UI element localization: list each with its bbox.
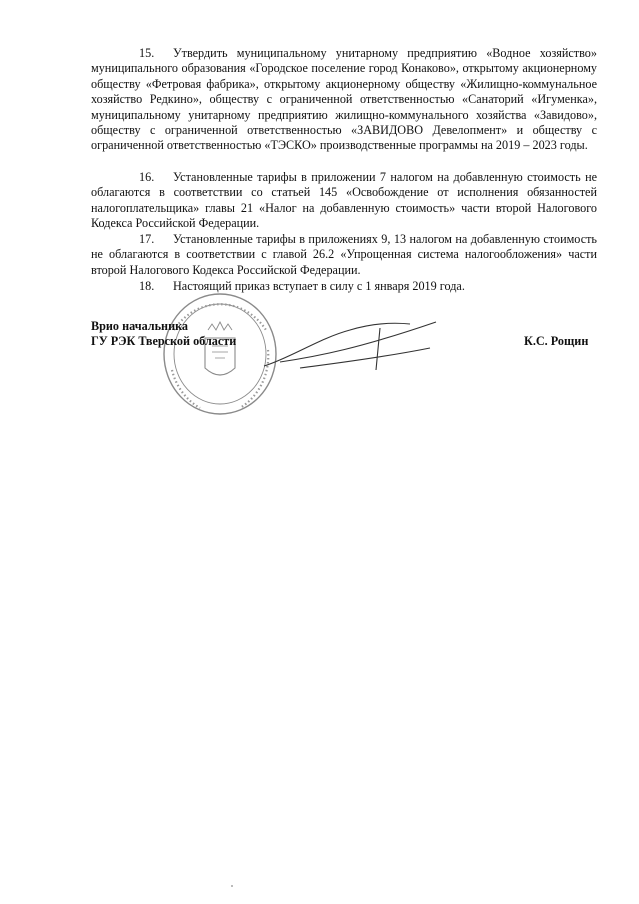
signatory-position <box>91 319 236 350</box>
position-line-1: Врио начальника <box>91 319 189 333</box>
paragraph-number: 16. <box>139 170 155 184</box>
paragraph-text: Настоящий приказ вступает в силу с 1 января 2019 года. <box>173 279 465 293</box>
paragraph-number: 17. <box>139 232 155 246</box>
paragraph-16 <box>91 170 597 232</box>
handwritten-signature-icon <box>260 318 440 378</box>
paragraph-17 <box>91 232 597 278</box>
signatory-name: К.С. Рощин <box>524 334 589 348</box>
paragraph-15 <box>91 46 597 154</box>
position-line-2: ГУ РЭК Тверской области <box>91 334 237 349</box>
paragraph-text: Установленные тарифы в приложениях 9, 13 налогом на добавленную стоимость не облагаются в соответствии с главой 26.2 «Упрощенная система налогообложения» части второй Налогового Кодекса Российской Федерации. <box>91 232 597 277</box>
scan-speck <box>231 885 233 887</box>
paragraph-text: Установленные тарифы в приложении 7 налогом на добавленную стоимость не облагаются в соответствии со статьей 145 «Освобождение от исполнения обязанностей налогоплательщика» главы 21 «Налог на добавленную стоимость» части второй Налогового Кодекса Российской Федерации. <box>91 170 597 231</box>
paragraph-text: Утвердить муниципальному унитарному предприятию «Водное хозяйство» муниципального образования «Городское поселение город Конаково», открытому акционерному обществу «Фетровая фабрика», открытому акционерному обществу «Жилищно-коммунальное хозяйство Редкино», обществу с ограниченной ответственностью «Санаторий «Игуменка», муниципальному унитарному предприятию жилищно-коммунального хозяйства «Завидово», обществу с ограниченной ответственностью «ЗАВИДОВО Девелопмент» и обществу с ограниченной ответственностью «ТЭСКО» производственные программы на 2019 – 2023 годы. <box>91 46 597 153</box>
paragraph-number: 18. <box>139 279 155 293</box>
paragraph-number: 15. <box>139 46 155 60</box>
